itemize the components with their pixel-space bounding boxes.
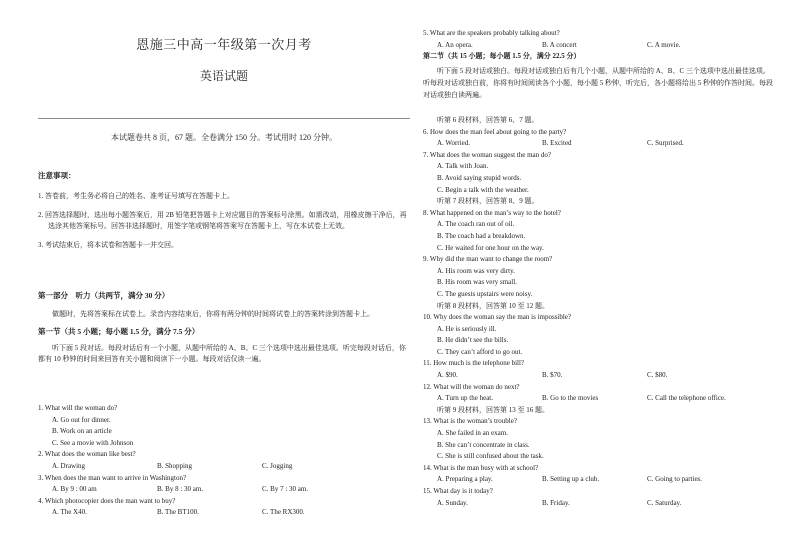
question-stem: 2. What does the woman like best? <box>38 450 136 459</box>
exam-note: 本试题卷共 8 页，67 题。全卷满分 150 分。考试用时 120 分钟。 <box>111 133 337 142</box>
divider <box>38 118 410 119</box>
right-top <box>423 28 773 101</box>
question-stem: 13. What is the woman’s trouble? <box>423 417 517 426</box>
answer-option: B. The BT100. <box>157 508 199 517</box>
answer-option: A. $90. <box>437 371 458 380</box>
answer-option: B. Excited <box>542 139 572 148</box>
answer-option: C. Call the telephone office. <box>647 394 726 403</box>
answer-option: C. Going to parties. <box>647 475 703 484</box>
answer-option: C. Begin a talk with the weather. <box>437 185 529 194</box>
notice-title: 注意事项： <box>38 171 76 180</box>
answer-option: A. The X40. <box>52 508 87 517</box>
notice-2: 2. 回答选择题时，选出每小题答案后，用 2B 铅笔把答题卡上对应题目的答案标号涂黑。如需改动，用橡皮擦干净后，再选涂其他答案标号。回答非选择题时，用签字笔或钢笔将答案写在答题卡上，写在本试卷上无效。 <box>38 211 407 230</box>
answer-option: A. The coach ran out of oil. <box>437 220 515 229</box>
section2-intro: 听下面 5 段对话或独白。每段对话或独白后有几个小题，从题中所给的 A、B、C 三个选项中选出最佳选项。听每段对话或独白前，你将有时间阅读各个小题，每小题 5 秒钟，听完后，各小题将给出 5 秒钟的作答时间。每段对话或独白读两遍。 <box>423 66 773 99</box>
question-stem: 7. What does the woman suggest the man do? <box>423 150 551 159</box>
question-stem: 15. What day is it today? <box>423 487 493 495</box>
answer-option: B. Work on an article <box>52 427 112 436</box>
question-stem: 12. What will the woman do next? <box>423 382 520 391</box>
option-b: B. A concert <box>542 40 577 49</box>
question-5-options <box>423 40 773 52</box>
answer-options-row <box>38 461 410 473</box>
section1-heading: 第一节（共 5 小题；每小题 1.5 分，满分 7.5 分） <box>38 327 200 336</box>
answer-option: A. Preparing a play. <box>437 475 493 484</box>
question-stem: 3. When does the man want to arrive in Washington? <box>38 473 187 482</box>
answer-options-row <box>423 370 773 382</box>
answer-option: B. Go to the movies <box>542 394 599 403</box>
answer-options-row <box>423 393 773 405</box>
answer-option: C. Saturday. <box>647 498 682 507</box>
answer-options-row <box>423 498 773 510</box>
listening-instruction: 听第 9 段材料，回答第 13 至 16 题。 <box>437 405 549 414</box>
answer-option: B. By 8 : 30 am. <box>157 485 204 494</box>
answer-option: B. The coach had a breakdown. <box>437 231 526 240</box>
answer-option: B. He didn’t see the bills. <box>437 336 509 345</box>
question-5: 5. What are the speakers probably talking about? <box>423 29 560 37</box>
exam-subtitle: 英语试题 <box>199 69 248 83</box>
answer-options-row <box>423 474 773 486</box>
answer-options-row <box>423 138 773 150</box>
question-stem: 1. What will the woman do? <box>38 404 118 412</box>
answer-option: C. Surprised. <box>647 139 684 148</box>
answer-option: C. By 7 : 30 am. <box>262 485 309 494</box>
exam-title: 恩施三中高一年级第一次月考 <box>136 37 312 52</box>
answer-option: B. She can’t concentrate in class. <box>437 440 530 449</box>
answer-option: A. Turn up the heat. <box>437 394 493 403</box>
answer-option: A. Talk with Joan. <box>437 162 489 171</box>
answer-option: A. Sunday. <box>437 498 468 507</box>
answer-option: B. Shopping <box>157 461 193 470</box>
answer-option: B. Friday. <box>542 498 570 507</box>
answer-option: B. Avoid saying stupid words. <box>437 173 522 182</box>
notice-3: 3. 考试结束后，将本试卷和答题卡一并交回。 <box>38 241 178 249</box>
answer-option: C. The guests upstairs were noisy. <box>437 289 533 298</box>
notice-block <box>38 170 410 251</box>
part1-block <box>38 290 410 365</box>
listening-instruction: 听第 7 段材料，回答第 8、9 题。 <box>437 197 539 206</box>
answer-option: B. Setting up a club. <box>542 475 600 484</box>
answer-option: C. She is still confused about the task. <box>437 452 544 461</box>
answer-option: A. By 9 : 00 am <box>52 485 97 494</box>
answer-option: A. Drawing <box>52 461 86 470</box>
answer-options-row <box>38 507 410 519</box>
answer-option: B. $70. <box>542 371 563 380</box>
answer-option: C. Jogging <box>262 461 293 470</box>
answer-option: C. He waited for one hour on the way. <box>437 243 544 252</box>
question-stem: 11. How much is the telephone bill? <box>423 359 525 368</box>
answer-option: A. He is seriously ill. <box>437 324 497 333</box>
listening-instruction: 听第 6 段材料，回答第 6、7 题。 <box>437 116 539 124</box>
option-a: A. An opera. <box>437 40 473 49</box>
left-questions <box>38 403 410 519</box>
answer-option: C. $80. <box>647 371 668 380</box>
part1-intro: 做题时，先将答案标在试卷上。录音内容结束后，你将有两分钟的时间将试卷上的答案转涂到答题卡上。 <box>52 310 374 318</box>
part1-heading: 第一部分 听力（共两节，满分 30 分） <box>38 291 170 300</box>
listening-instruction: 听第 8 段材料，回答第 10 至 12 题。 <box>437 301 549 310</box>
section2-heading: 第二节（共 15 小题；每小题 1.5 分，满分 22.5 分） <box>423 52 581 61</box>
answer-option: C. The RX300. <box>262 508 305 517</box>
right-questions <box>423 115 773 509</box>
answer-option: C. See a movie with Johnson <box>52 438 134 447</box>
answer-option: A. His room was very dirty. <box>437 266 515 275</box>
question-stem: 6. How does the man feel about going to the party? <box>423 127 567 136</box>
answer-option: B. His room was very small. <box>437 278 517 287</box>
answer-option: A. Go out for dinner. <box>52 415 111 424</box>
answer-option: A. Worried. <box>437 139 470 148</box>
question-stem: 9. Why did the man want to change the room? <box>423 255 553 264</box>
question-stem: 4. Which photocopier does the man want to buy? <box>38 496 176 505</box>
answer-options-row <box>38 484 410 496</box>
answer-option: C. They can’t afford to go out. <box>437 347 523 356</box>
question-stem: 14. What is the man busy with at school? <box>423 463 539 472</box>
answer-option: A. She failed in an exam. <box>437 429 508 438</box>
question-stem: 8. What happened on the man’s way to the hotel? <box>423 208 561 217</box>
question-stem: 10. Why does the woman say the man is impossible? <box>423 313 572 322</box>
option-c: C. A movie. <box>647 40 681 49</box>
section1-intro: 听下面 5 段对话。每段对话后有一个小题，从题中所给的 A、B、C 三个选项中选出最佳选项。听完每段对话后，你都有 10 秒钟的时间来回答有关小题和阅读下一小题。每段对话仅读一遍。 <box>38 344 406 363</box>
notice-1: 1. 答卷前，考生务必将自己的姓名、准考证号填写在答题卡上。 <box>38 192 234 200</box>
